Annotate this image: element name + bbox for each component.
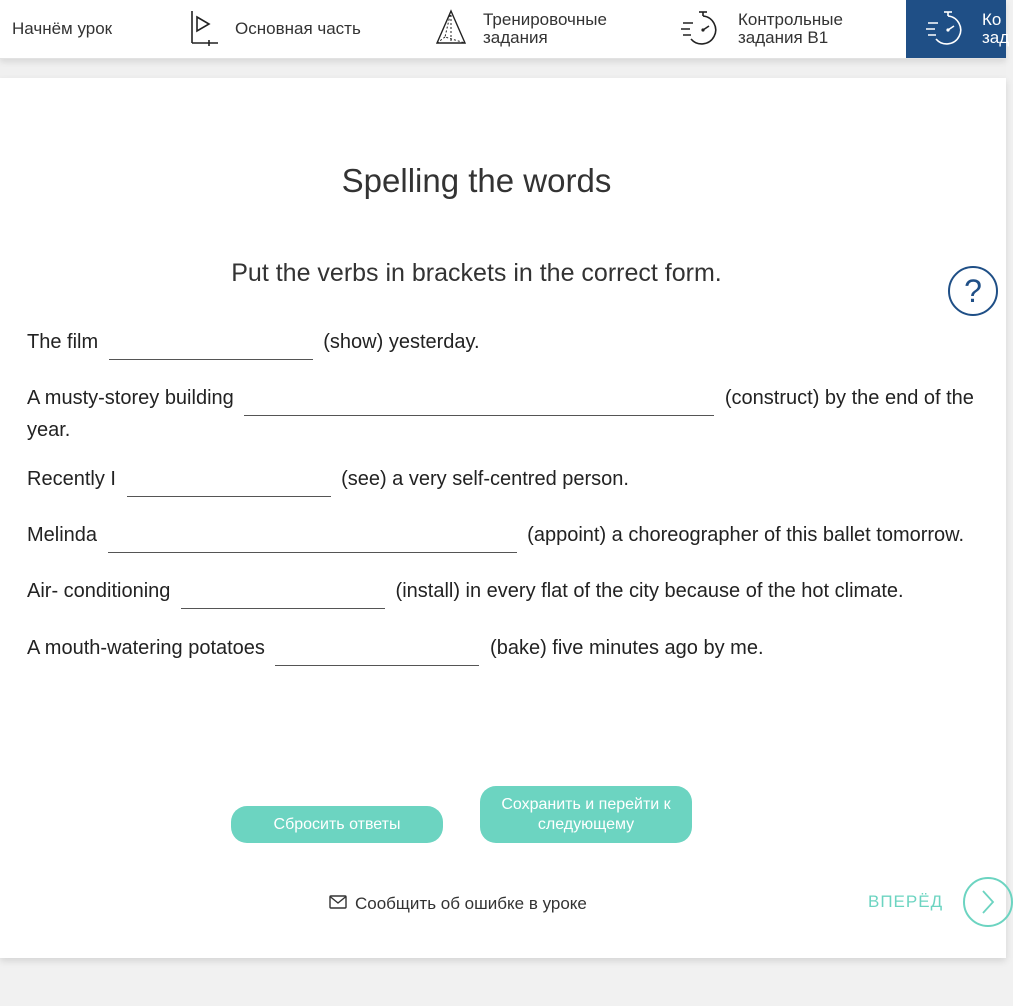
sentence-text-after: (see) a very self-centred person. [341, 468, 629, 490]
sentence-text-before: Air- conditioning [27, 580, 171, 602]
nav-item-main-part[interactable] [189, 0, 361, 58]
play-icon [189, 9, 219, 49]
sentence-text-before: A mouth-watering potatoes [27, 637, 265, 659]
nav-item-control-tasks-active[interactable] [906, 0, 1010, 58]
nav-shadow-band [0, 58, 1006, 78]
nav-item-label-line2: зад [982, 28, 1010, 47]
reset-answers-button[interactable]: Сбросить ответы [231, 806, 443, 843]
sentence-5 [27, 575, 982, 607]
nav-item-label-line1: Контрольные [738, 10, 843, 29]
stopwatch-icon [926, 9, 966, 49]
pyramid-icon [435, 9, 467, 49]
nav-item-label: Начнём урок [12, 19, 113, 38]
sentence-text-before: The film [27, 331, 99, 353]
sentence-text-after: (install) in every flat of the city because of the hot climate. [395, 580, 904, 602]
nav-item-label: Основная часть [235, 19, 361, 38]
exercise-instruction: Put the verbs in brackets in the correct form. [231, 259, 722, 287]
sentence-6 [27, 632, 982, 664]
nav-item-label-line1: Ко [982, 10, 1002, 29]
envelope-icon [329, 894, 355, 914]
exercise-title: Spelling the words [341, 162, 612, 199]
nav-item-start-lesson[interactable] [12, 0, 112, 58]
sentence-4 [27, 519, 982, 551]
sentence-text-before: A musty-storey building [27, 387, 234, 409]
sentence-3 [27, 463, 982, 495]
forward-button[interactable] [868, 877, 1013, 927]
answer-input-1[interactable] [109, 329, 313, 360]
sentence-text-before: Melinda [27, 524, 98, 546]
sentence-text-continuation: year. [27, 419, 71, 441]
nav-item-label-line1: Тренировочные [483, 10, 607, 29]
answer-input-5[interactable] [181, 578, 385, 609]
sentence-text-before: Recently I [27, 468, 116, 490]
sentence-1 [27, 326, 982, 358]
exercise-card [0, 78, 1006, 958]
report-error-label: Сообщить об ошибке в уроке [355, 894, 587, 913]
nav-item-control-tasks[interactable] [681, 0, 843, 58]
answer-input-2[interactable] [244, 385, 714, 416]
report-error-link[interactable] [329, 894, 587, 914]
help-button[interactable]: ? [948, 266, 998, 316]
answer-input-6[interactable] [275, 635, 479, 666]
stopwatch-icon [681, 9, 721, 49]
answer-input-4[interactable] [108, 522, 517, 553]
nav-item-training-tasks[interactable] [435, 0, 607, 58]
lesson-navigation [0, 0, 1010, 59]
save-button-line1: Сохранить и перейти к [501, 795, 671, 813]
sentence-2 [27, 382, 982, 446]
sentence-text-after: (construct) by the end of the [724, 387, 974, 409]
chevron-right-icon [963, 877, 1013, 927]
save-and-next-button[interactable] [480, 786, 692, 843]
forward-label: ВПЕРЁД [868, 892, 944, 911]
answer-input-3[interactable] [127, 466, 331, 497]
nav-item-label-line2: задания В1 [738, 28, 829, 47]
sentence-text-after: (show) yesterday. [323, 331, 480, 353]
sentence-text-after: (bake) five minutes ago by me. [490, 637, 764, 659]
nav-item-label-line2: задания [483, 28, 548, 47]
save-button-line2: следующему [537, 815, 635, 833]
sentence-text-after: (appoint) a choreographer of this ballet tomorrow. [527, 524, 965, 546]
